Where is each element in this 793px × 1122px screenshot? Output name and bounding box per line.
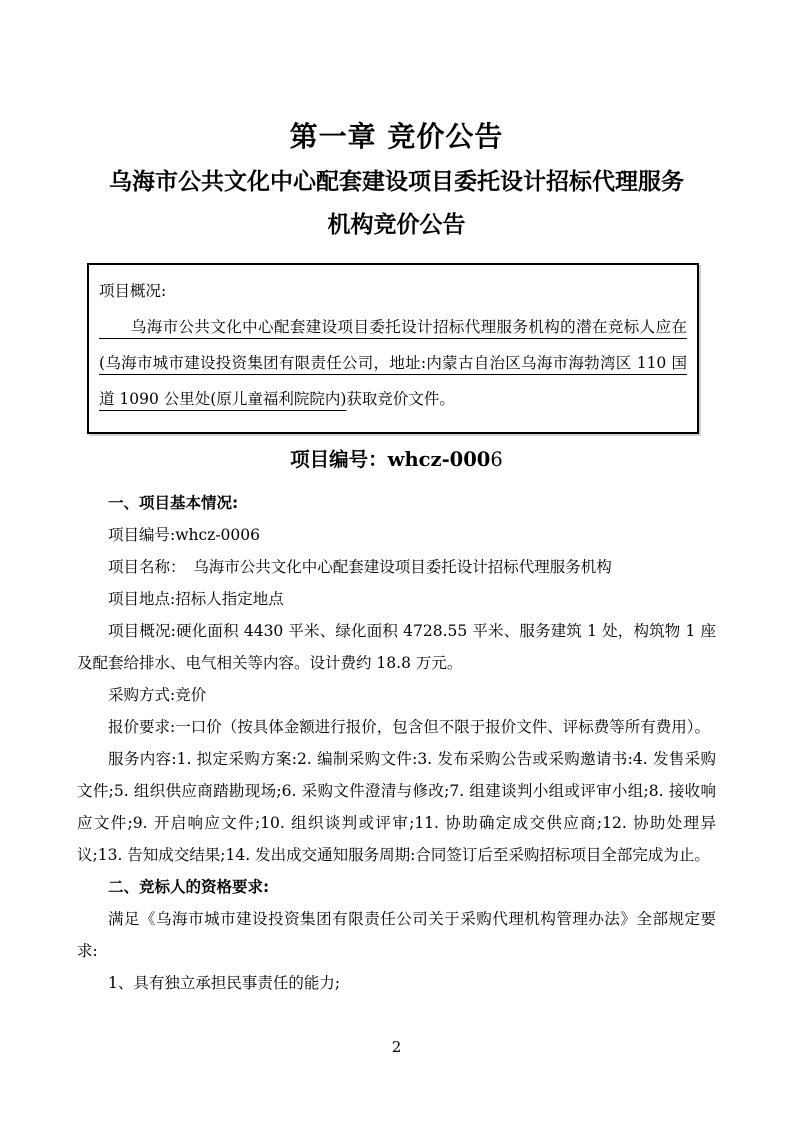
qualification-item-1: 1、具有独立承担民事责任的能力;: [108, 974, 341, 992]
section1-heading: 一、项目基本情况:: [108, 494, 239, 512]
project-number-light-digit: 6: [490, 448, 503, 471]
overview-underlined-text: 乌海市公共文化中心配套建设项目委托设计招标代理服务机构的潜在竞标人应在(乌海市城市建设投资集团有限责任公司，地址:内蒙古自治区乌海市海勃湾区 110 国道 1090 公里处(原儿童福利院院内): [99, 318, 687, 408]
project-number-bold: 项目编号：whcz-000: [290, 448, 491, 471]
service-content-paragraph: 服务内容:1. 拟定采购方案:2. 编制采购文件:3. 发布采购公告或采购邀请书:4. 发售采购文件;5. 组织供应商踏勘现场;6. 采购文件澄清与修改;7. 组建谈判小组或评审小组;8. 接收响应文件;9. 开启响应文件;10. 组织谈判或评审;11. 协助确定成交供应商;12. 协助处理异议;13. 告知成交结果;14. 发出成交通知服务周期:合同签订后至采购招标项目全部完成为止。: [77, 750, 716, 864]
qualification-intro-paragraph: 满足《乌海市城市建设投资集团有限责任公司关于采购代理机构管理办法》全部规定要求:: [77, 910, 716, 960]
overview-box-label: 项目概况:: [99, 282, 167, 300]
section2-heading: 二、竞标人的资格要求:: [108, 878, 270, 896]
project-location-line: 项目地点:招标人指定地点: [108, 590, 284, 608]
quotation-requirement-line: 报价要求:一口价（按具体金额进行报价，包含但不限于报价文件、评标费等所有费用）。: [108, 718, 710, 736]
project-number-heading: [77, 446, 716, 474]
procurement-method-line: 采购方式:竞价: [108, 686, 207, 704]
project-name-line: 项目名称： 乌海市公共文化中心配套建设项目委托设计招标代理服务机构: [108, 558, 612, 576]
overview-tail-text: 获取竞价文件。: [346, 390, 455, 408]
project-overview-line: 项目概况:硬化面积 4430 平米、绿化面积 4728.55 平米、服务建筑 1 处，构筑物 1 座及配套给排水、电气相关等内容。设计费约 18.8 万元。: [77, 622, 716, 672]
document-title-line1: 乌海市公共文化中心配套建设项目委托设计招标代理服务: [109, 169, 684, 195]
page-number: 2: [391, 1038, 402, 1056]
overview-box-paragraph: [99, 309, 687, 417]
document-title-line2: 机构竞价公告: [327, 212, 466, 238]
project-overview-box: [87, 263, 699, 434]
chapter-title: 第一章 竞价公告: [289, 120, 504, 153]
project-number-line: 项目编号:whcz-0006: [108, 526, 261, 544]
